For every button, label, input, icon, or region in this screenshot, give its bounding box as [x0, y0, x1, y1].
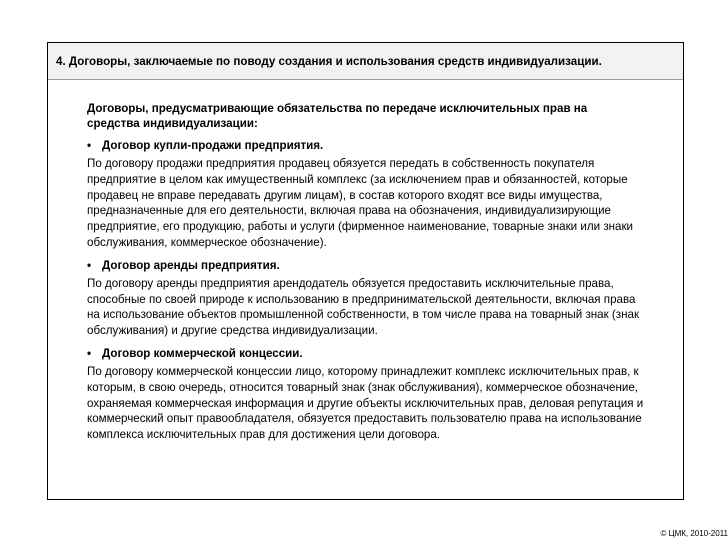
- slide-content: [87, 101, 677, 450]
- bullet-icon: •: [87, 346, 92, 360]
- paragraph-line: продавец не вправе передавать другим лицам), в состав которого входят все виды имущества,: [87, 188, 603, 202]
- section-heading-text: Договор коммерческой концессии.: [102, 346, 303, 360]
- paragraph-line: обслуживания) и другие средства индивидуализации.: [87, 324, 378, 338]
- section-paragraph-concession: [87, 364, 677, 443]
- section-heading-text: Договор аренды предприятия.: [102, 258, 280, 272]
- copyright-notice: © ЦМК, 2010-2011: [660, 529, 728, 538]
- paragraph-line: охраняемая коммерческая информация и другие объекты исключительных прав, деловая репутация и: [87, 396, 644, 410]
- slide-frame: [47, 42, 684, 500]
- intro-line: Договоры, предусматривающие обязательства по передаче исключительных прав на: [87, 102, 588, 115]
- section-paragraph-lease: [87, 276, 677, 339]
- paragraph-line: коммерческий опыт правообладателя, обязуется предоставить пользователю права на использование: [87, 412, 642, 426]
- paragraph-line: комплекса исключительных прав для достижения цели договора.: [87, 428, 441, 442]
- slide-title: 4. Договоры, заключаемые по поводу создания и использования средств индивидуализации.: [48, 43, 683, 80]
- intro-line: средства индивидуализации:: [87, 117, 258, 130]
- paragraph-line: способные по своей природе к использованию в предпринимательской деятельности, включая права: [87, 292, 636, 306]
- paragraph-line: По договору коммерческой концессии лицо, которому принадлежит комплекс исключительных прав, к: [87, 364, 639, 378]
- paragraph-line: обслуживания, коммерческое обозначение).: [87, 235, 327, 249]
- bullet-icon: •: [87, 139, 92, 152]
- section-heading-concession: [87, 346, 677, 361]
- paragraph-line: предназначенные для его деятельности, включая права на обозначения, индивидуализирующие: [87, 204, 611, 218]
- paragraph-line: предприятие, его продукцию, работы и услуги (фирменное наименование, товарные знаки или знаки: [87, 220, 634, 234]
- section-heading-lease: [87, 258, 677, 273]
- paragraph-line: предприятие в целом как имущественный комплекс (за исключением прав и обязанностей, которые: [87, 172, 628, 186]
- paragraph-line: которым, в свою очередь, относится товарный знак (знак обслуживания), коммерческое обозначение,: [87, 380, 639, 394]
- bullet-icon: •: [87, 258, 92, 272]
- paragraph-line: на использование объектов промышленной собственности, в том числе права на товарный знак (знак: [87, 308, 640, 322]
- section-heading-sale: [87, 138, 677, 153]
- paragraph-line: По договору продажи предприятия продавец обязуется передать в собственность покупателя: [87, 157, 595, 170]
- intro-heading: [87, 101, 677, 131]
- section-heading-text: Договор купли-продажи предприятия.: [102, 139, 324, 152]
- paragraph-line: По договору аренды предприятия арендодатель обязуется предоставить исключительные права,: [87, 276, 614, 290]
- section-paragraph-sale: [87, 156, 677, 251]
